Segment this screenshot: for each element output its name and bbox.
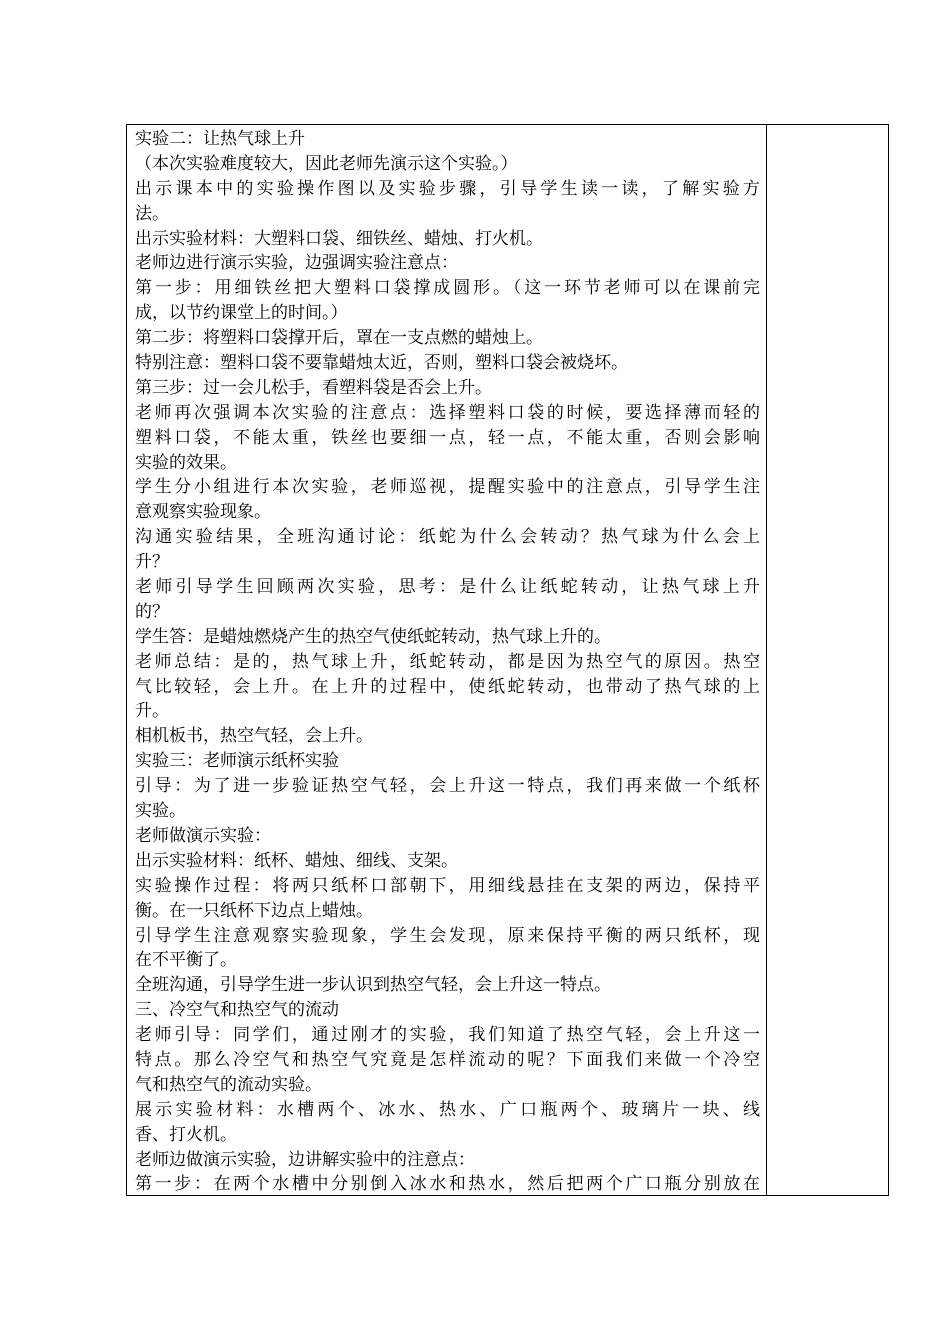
text-line: 实验。: [135, 801, 186, 822]
text-line: 第二步：将塑料口袋撑开后，罩在一支点燃的蜡烛上。: [135, 328, 543, 349]
text-line: 气和热空气的流动实验。: [135, 1074, 322, 1095]
text-line: 升。: [135, 701, 169, 722]
text-line: 特别注意：塑料口袋不要靠蜡烛太近，否则，塑料口袋会被烧坏。: [135, 353, 628, 374]
text-line: 在不平衡了。: [135, 950, 237, 971]
text-line: 沟通实验结果，全班沟通讨论：纸蛇为什么会转动？热气球为什么会上: [135, 527, 760, 548]
lesson-table: [126, 124, 889, 1196]
text-line: 出示实验材料：大塑料口袋、细铁丝、蜡烛、打火机。: [135, 228, 543, 249]
text-line: 学生分小组进行本次实验，老师巡视，提醒实验中的注意点，引导学生注: [135, 477, 760, 498]
text-line: 三、冷空气和热空气的流动: [135, 1000, 339, 1021]
text-line: 实验的效果。: [135, 452, 237, 473]
text-line: 展示实验材料：水槽两个、冰水、热水、广口瓶两个、玻璃片一块、线: [135, 1099, 760, 1120]
text-line: 第三步：过一会儿松手，看塑料袋是否会上升。: [135, 377, 492, 398]
text-line: 的？: [135, 601, 169, 622]
text-line: 气比较轻，会上升。在上升的过程中，使纸蛇转动，也带动了热气球的上: [135, 676, 760, 697]
text-line: 相机板书，热空气轻，会上升。: [135, 726, 373, 747]
text-line: 出示课本中的实验操作图以及实验步骤，引导学生读一读，了解实验方: [135, 178, 760, 199]
text-line: 实验三：老师演示纸杯实验: [135, 751, 339, 772]
text-line: 引导学生注意观察实验现象，学生会发现，原来保持平衡的两只纸杯，现: [135, 925, 760, 946]
text-line: 全班沟通，引导学生进一步认识到热空气轻，会上升这一特点。: [135, 975, 611, 996]
text-line: 学生答：是蜡烛燃烧产生的热空气使纸蛇转动，热气球上升的。: [135, 626, 611, 647]
text-line: 出示实验材料：纸杯、蜡烛、细线、支架。: [135, 850, 458, 871]
text-line: 衡。在一只纸杯下边点上蜡烛。: [135, 900, 373, 921]
text-line: 意观察实验现象。: [135, 502, 271, 523]
text-line: 老师边进行演示实验，边强调实验注意点：: [135, 253, 458, 274]
text-line: （本次实验难度较大，因此老师先演示这个实验。）: [135, 153, 518, 174]
text-line: 老师再次强调本次实验的注意点：选择塑料口袋的时候，要选择薄而轻的: [135, 402, 760, 423]
text-line: 第一步：用细铁丝把大塑料口袋撑成圆形。（这一环节老师可以在课前完: [135, 278, 760, 299]
text-line: 特点。那么冷空气和热空气究竟是怎样流动的呢？下面我们来做一个冷空: [135, 1049, 760, 1070]
text-line: 法。: [135, 203, 169, 224]
text-line: 引导：为了进一步验证热空气轻，会上升这一特点，我们再来做一个纸杯: [135, 776, 760, 797]
text-line: 实验二：让热气球上升: [135, 129, 305, 149]
text-line: 升？: [135, 552, 169, 573]
text-line: 老师做演示实验：: [135, 825, 271, 846]
text-line: 老师引导学生回顾两次实验，思考：是什么让纸蛇转动，让热气球上升: [135, 577, 760, 598]
notes-cell: [767, 125, 888, 1195]
text-line: 老师边做演示实验，边讲解实验中的注意点：: [135, 1149, 475, 1170]
text-line: 实验操作过程：将两只纸杯口部朝下，用细线悬挂在支架的两边，保持平: [135, 875, 760, 896]
text-line: 塑料口袋，不能太重，铁丝也要细一点，轻一点，不能太重，否则会影响: [135, 427, 760, 448]
lesson-content-cell: [127, 125, 767, 1195]
text-line: 老师总结：是的，热气球上升，纸蛇转动，都是因为热空气的原因。热空: [135, 651, 760, 672]
text-line: 老师引导：同学们，通过刚才的实验，我们知道了热空气轻，会上升这一: [135, 1025, 760, 1046]
text-line: 成，以节约课堂上的时间。）: [135, 303, 348, 324]
text-line: 香、打火机。: [135, 1124, 237, 1145]
text-line: 第一步：在两个水槽中分别倒入冰水和热水，然后把两个广口瓶分别放在: [135, 1174, 760, 1195]
